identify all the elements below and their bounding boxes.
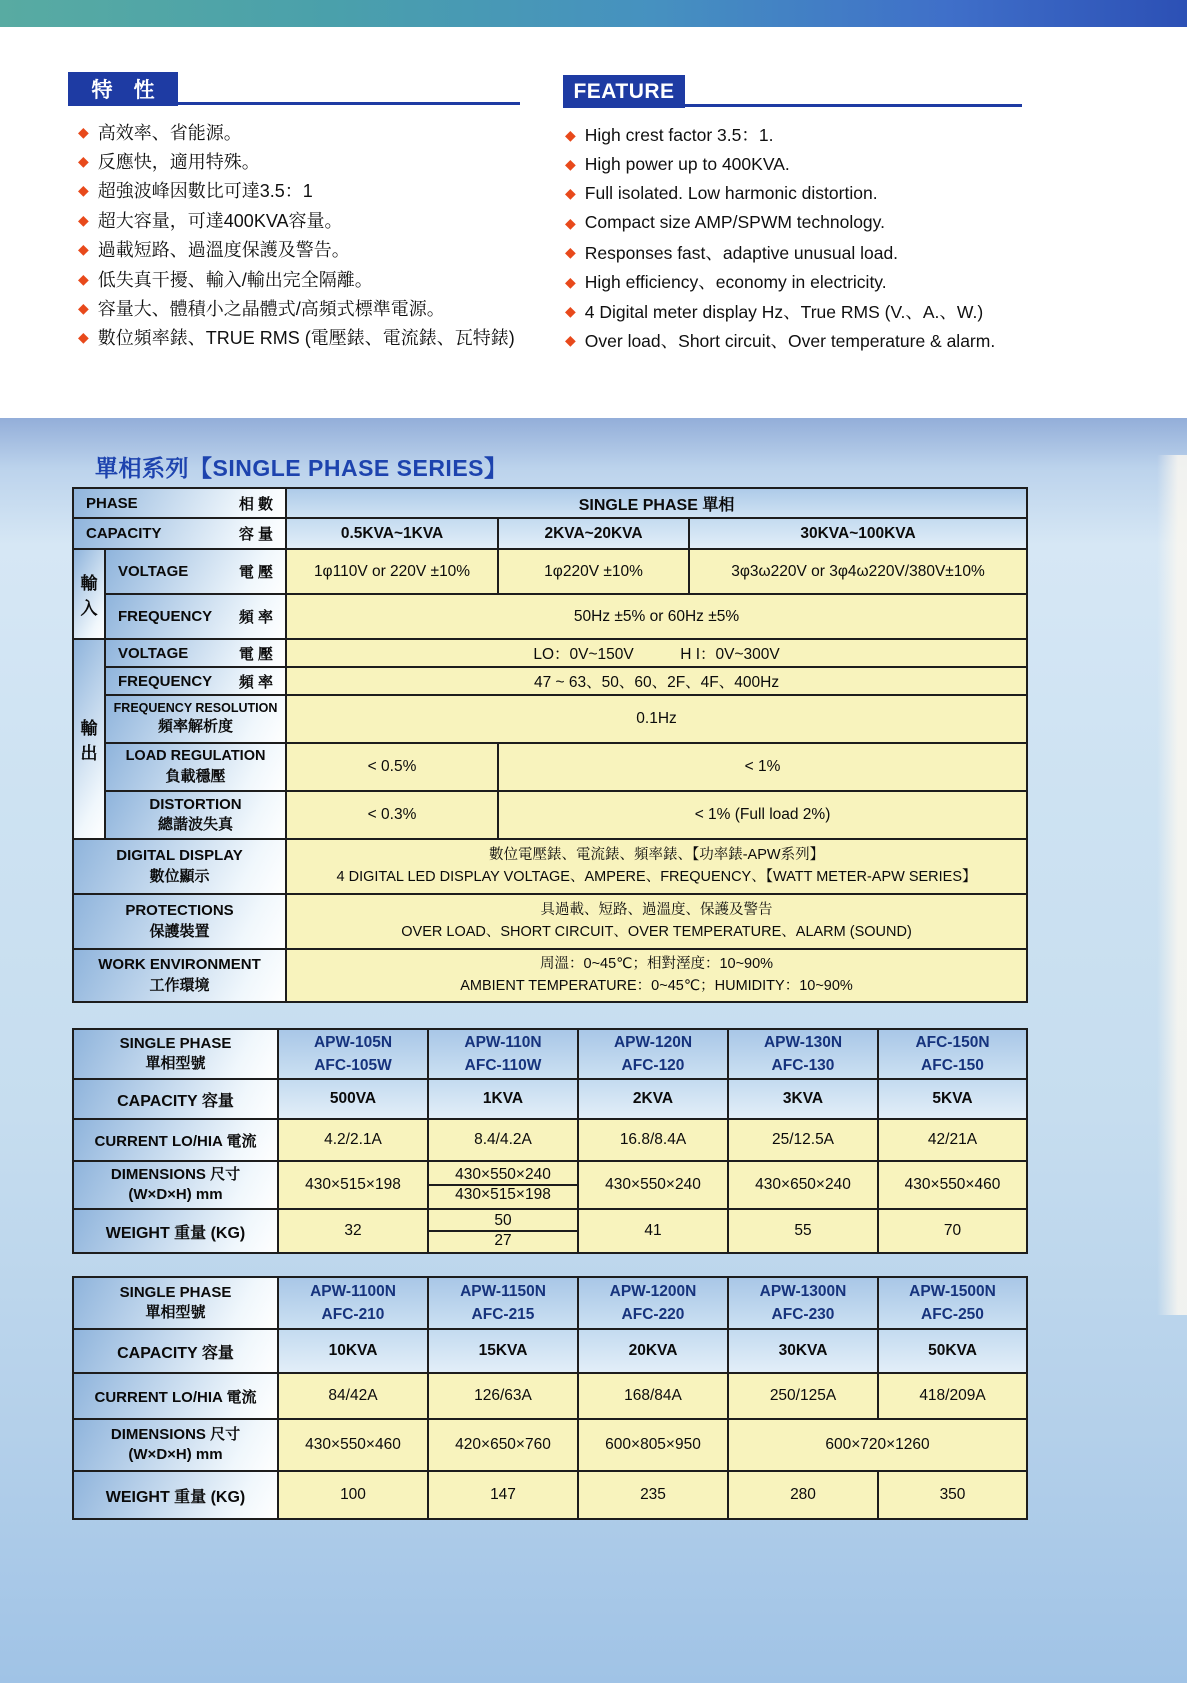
model-name: APW-1200N AFC-220 — [578, 1277, 728, 1329]
features-en-list — [565, 120, 1045, 355]
current-value: 126/63A — [428, 1373, 578, 1419]
capacity-value: 500VA — [278, 1079, 428, 1119]
feature-text: 容量大、體積小之晶體式/高頻式標準電源。 — [97, 299, 445, 320]
spec-row-phase — [73, 488, 1027, 518]
spec-row-load-regulation: LOAD REGULATION 負載穩壓 < 0.5% < 1% — [73, 743, 1027, 791]
model-name: APW-1300N AFC-230 — [728, 1277, 878, 1329]
dimensions-value: 600×805×950 — [578, 1419, 728, 1471]
model-name: APW-1500N AFC-250 — [878, 1277, 1027, 1329]
feature-text: 超大容量，可達400KVA容量。 — [97, 210, 343, 231]
spec-row-input-voltage: 輸 入 VOLTAGE 電 壓 1φ110V or 220V ±10% 1φ220V ±10% 3φ3ω220V or 3φ4ω220V/380V±10% — [73, 549, 1027, 594]
dimensions-value-span: 600×720×1260 — [728, 1419, 1027, 1471]
input-voltage-1: 1φ110V or 220V ±10% — [286, 549, 498, 594]
weight-value: 32 — [278, 1209, 428, 1253]
feature-item — [565, 267, 1045, 296]
capacity-label-en: CAPACITY — [86, 525, 162, 542]
protections-line2: OVER LOAD、SHORT CIRCUIT、OVER TEMPERATURE、ALARM (SOUND) — [401, 923, 912, 940]
spec-row-capacity — [73, 518, 1027, 549]
capacity-range-2: 2KVA~20KVA — [498, 518, 689, 549]
input-frequency-value: 50Hz ±5% or 60Hz ±5% — [286, 594, 1027, 639]
dimensions-value: 430×650×240 — [728, 1161, 878, 1209]
capacity-value: 30KVA — [728, 1329, 878, 1373]
model-name: APW-120N AFC-120 — [578, 1029, 728, 1079]
diamond-bullet-icon: ◆ — [565, 244, 576, 261]
current-value: 42/21A — [878, 1119, 1027, 1161]
model-row-names: SINGLE PHASE 單相型號 APW-1100N AFC-210 APW-1150N AFC-215 APW-1200N AFC-220 APW-1300N AFC-230 APW-1500N AFC-250 — [73, 1277, 1027, 1329]
dimensions-value-split: 430×550×240 430×515×198 — [428, 1161, 578, 1209]
top-gradient-strip — [0, 0, 1187, 27]
weight-value: 147 — [428, 1471, 578, 1519]
digital-display-line2: 4 DIGITAL LED DISPLAY VOLTAGE、AMPERE、FREQUENCY、【WATT METER-APW SERIES】 — [336, 868, 977, 885]
feature-text: Compact size AMP/SPWM technology. — [584, 212, 885, 233]
current-value: 168/84A — [578, 1373, 728, 1419]
load-regulation-2: < 1% — [498, 743, 1027, 791]
features-en-header — [563, 75, 1022, 108]
weight-value-split: 50 27 — [428, 1209, 578, 1253]
dimensions-value: 430×550×460 — [878, 1161, 1027, 1209]
dimensions-value: 430×550×240 — [578, 1161, 728, 1209]
model-row-weight: WEIGHT 重量 (KG) 32 50 27 41 55 70 — [73, 1209, 1027, 1253]
diamond-bullet-icon: ◆ — [565, 156, 576, 173]
feature-text: 反應快，適用特殊。 — [97, 152, 260, 173]
feature-text: Full isolated. Low harmonic distortion. — [584, 182, 878, 203]
phase-label-en: PHASE — [86, 494, 138, 512]
spec-row-environment: WORK ENVIRONMENT 工作環境 周溫：0~45℃；相對溼度：10~90% AMBIENT TEMPERATURE：0~45℃；HUMIDITY：10~90% — [73, 949, 1027, 1002]
feature-item — [78, 117, 548, 146]
diamond-bullet-icon: ◆ — [565, 303, 576, 320]
output-frequency-value: 47 ~ 63、50、60、2F、4F、400Hz — [286, 667, 1027, 695]
input-voltage-3: 3φ3ω220V or 3φ4ω220V/380V±10% — [689, 549, 1027, 594]
distortion-2: < 1% (Full load 2%) — [498, 791, 1027, 839]
weight-value: 350 — [878, 1471, 1027, 1519]
weight-value: 280 — [728, 1471, 878, 1519]
feature-text: 高效率、省能源。 — [97, 122, 242, 143]
page-edge-highlight — [1157, 455, 1187, 1315]
feature-text: 4 Digital meter display Hz、True RMS (V.、A.、W.) — [584, 301, 984, 322]
feature-item — [78, 293, 548, 322]
model-row-capacity: CAPACITY 容量 500VA 1KVA 2KVA 3KVA 5KVA — [73, 1079, 1027, 1119]
section-title: 單相系列【SINGLE PHASE SERIES】 — [95, 455, 508, 481]
feature-text: High crest factor 3.5：1. — [584, 125, 774, 146]
spec-row-output-voltage: 輸 出 VOLTAGE 電 壓 LO：0V~150V H I：0V~300V — [73, 639, 1027, 667]
features-en-title-box — [563, 75, 685, 108]
model-row-dimensions: DIMENSIONS 尺寸 (W×D×H) mm 430×515×198 430×550×240 430×515×198 430×550×240 430×650×240 430×550×460 — [73, 1161, 1027, 1209]
dimensions-value: 430×515×198 — [278, 1161, 428, 1209]
environment-line1: 周溫：0~45℃；相對溼度：10~90% — [540, 955, 774, 972]
spec-row-distortion: DISTORTION 總諧波失真 < 0.3% < 1% (Full load 2%) — [73, 791, 1027, 839]
feature-item — [78, 235, 548, 264]
model-table-large — [72, 1276, 1028, 1520]
feature-item — [565, 238, 1045, 267]
diamond-bullet-icon: ◆ — [565, 332, 576, 349]
diamond-bullet-icon: ◆ — [78, 182, 89, 199]
model-name: APW-110N AFC-110W — [428, 1029, 578, 1079]
input-voltage-2: 1φ220V ±10% — [498, 549, 689, 594]
weight-value: 41 — [578, 1209, 728, 1253]
output-voltage-value: LO：0V~150V H I：0V~300V — [286, 639, 1027, 667]
model-row-dimensions: DIMENSIONS 尺寸 (W×D×H) mm 430×550×460 420×650×760 600×805×950 600×720×1260 — [73, 1419, 1027, 1471]
features-cn-header — [68, 72, 520, 106]
frequency-resolution-value: 0.1Hz — [286, 695, 1027, 743]
diamond-bullet-icon: ◆ — [78, 123, 89, 140]
spec-row-digital-display: DIGITAL DISPLAY 數位顯示 數位電壓錶、電流錶、頻率錶、【功率錶-APW系列】 4 DIGITAL LED DISPLAY VOLTAGE、AMPERE、FREQUENCY、【WATT METER-APW SERIES】 — [73, 839, 1027, 894]
diamond-bullet-icon: ◆ — [565, 214, 576, 231]
dimensions-value: 430×550×460 — [278, 1419, 428, 1471]
capacity-range-3: 30KVA~100KVA — [689, 518, 1027, 549]
feature-text: 超強波峰因數比可達3.5：1 — [97, 181, 313, 202]
model-row-weight: WEIGHT 重量 (KG) 100 147 235 280 350 — [73, 1471, 1027, 1519]
features-cn-title: 特 性 — [91, 79, 155, 102]
distortion-1: < 0.3% — [286, 791, 498, 839]
capacity-value: 3KVA — [728, 1079, 878, 1119]
model-name: APW-105N AFC-105W — [278, 1029, 428, 1079]
diamond-bullet-icon: ◆ — [565, 273, 576, 290]
capacity-value: 15KVA — [428, 1329, 578, 1373]
features-cn-underline — [178, 102, 520, 105]
capacity-range-1: 0.5KVA~1KVA — [286, 518, 498, 549]
feature-text: 過載短路、過溫度保護及警告。 — [97, 240, 350, 261]
phase-label-cn: 相 數 — [238, 495, 274, 513]
feature-item — [78, 264, 548, 293]
model-name: AFC-150N AFC-150 — [878, 1029, 1027, 1079]
current-value: 4.2/2.1A — [278, 1119, 428, 1161]
feature-text: Over load、Short circuit、Over temperature & alarm. — [584, 330, 996, 351]
current-value: 418/209A — [878, 1373, 1027, 1419]
diamond-bullet-icon: ◆ — [78, 211, 89, 228]
current-value: 84/42A — [278, 1373, 428, 1419]
feature-item — [565, 120, 1045, 149]
diamond-bullet-icon: ◆ — [78, 153, 89, 170]
spec-row-output-frequency: FREQUENCY 頻 率 47 ~ 63、50、60、2F、4F、400Hz — [73, 667, 1027, 695]
diamond-bullet-icon: ◆ — [78, 329, 89, 346]
weight-value: 70 — [878, 1209, 1027, 1253]
features-cn-title-box — [68, 72, 178, 106]
spec-table — [72, 487, 1028, 1003]
feature-text: 低失真干擾、輸入/輸出完全隔離。 — [97, 269, 373, 290]
model-row-current: CURRENT LO/HIA 電流 84/42A 126/63A 168/84A 250/125A 418/209A — [73, 1373, 1027, 1419]
output-group-label: 輸 出 — [73, 639, 105, 839]
weight-value: 100 — [278, 1471, 428, 1519]
spec-row-input-frequency: FREQUENCY 頻 率 50Hz ±5% or 60Hz ±5% — [73, 594, 1027, 639]
capacity-value: 50KVA — [878, 1329, 1027, 1373]
feature-item — [565, 326, 1045, 355]
model-row-current: CURRENT LO/HIA 電流 4.2/2.1A 8.4/4.2A 16.8/8.4A 25/12.5A 42/21A — [73, 1119, 1027, 1161]
model-name: APW-1100N AFC-210 — [278, 1277, 428, 1329]
features-en-title: FEATURE — [573, 79, 675, 103]
capacity-value: 1KVA — [428, 1079, 578, 1119]
weight-value: 55 — [728, 1209, 878, 1253]
capacity-value: 20KVA — [578, 1329, 728, 1373]
diamond-bullet-icon: ◆ — [565, 185, 576, 202]
dimensions-value: 420×650×760 — [428, 1419, 578, 1471]
model-row-names: SINGLE PHASE 單相型號 APW-105N AFC-105W APW-110N AFC-110W APW-120N AFC-120 APW-130N AFC-130 AFC-150N AFC-150 — [73, 1029, 1027, 1079]
diamond-bullet-icon: ◆ — [78, 241, 89, 258]
environment-line2: AMBIENT TEMPERATURE：0~45℃；HUMIDITY：10~90% — [460, 977, 853, 994]
capacity-value: 5KVA — [878, 1079, 1027, 1119]
protections-line1: 具過載、短路、過溫度、保護及警告 — [540, 901, 773, 918]
feature-item — [565, 296, 1045, 325]
model-table-small — [72, 1028, 1028, 1254]
features-en-underline — [685, 104, 1022, 107]
digital-display-line1: 數位電壓錶、電流錶、頻率錶、【功率錶-APW系列】 — [488, 846, 825, 863]
feature-item — [565, 149, 1045, 178]
load-regulation-1: < 0.5% — [286, 743, 498, 791]
feature-item — [565, 179, 1045, 208]
current-value: 8.4/4.2A — [428, 1119, 578, 1161]
feature-text: 數位頻率錶、TRUE RMS (電壓錶、電流錶、瓦特錶) — [97, 328, 515, 349]
input-group-label: 輸 入 — [73, 549, 105, 639]
spec-row-frequency-resolution: FREQUENCY RESOLUTION 頻率解析度 0.1Hz — [73, 695, 1027, 743]
spec-row-protections: PROTECTIONS 保護裝置 具過載、短路、過溫度、保護及警告 OVER LOAD、SHORT CIRCUIT、OVER TEMPERATURE、ALARM (SOUND) — [73, 894, 1027, 949]
current-value: 16.8/8.4A — [578, 1119, 728, 1161]
feature-item — [78, 323, 548, 352]
feature-item — [78, 176, 548, 205]
capacity-label-cn: 容 量 — [238, 526, 274, 543]
current-value: 25/12.5A — [728, 1119, 878, 1161]
feature-item — [78, 205, 548, 234]
model-name: APW-130N AFC-130 — [728, 1029, 878, 1079]
capacity-value: 10KVA — [278, 1329, 428, 1373]
feature-text: Responses fast、adaptive unusual load. — [584, 242, 899, 263]
weight-value: 235 — [578, 1471, 728, 1519]
model-row-capacity: CAPACITY 容量 10KVA 15KVA 20KVA 30KVA 50KVA — [73, 1329, 1027, 1373]
feature-text: High efficiency、economy in electricity. — [584, 272, 887, 293]
capacity-value: 2KVA — [578, 1079, 728, 1119]
diamond-bullet-icon: ◆ — [565, 126, 576, 143]
phase-value: SINGLE PHASE 單相 — [286, 488, 1027, 518]
diamond-bullet-icon: ◆ — [78, 300, 89, 317]
feature-text: High power up to 400KVA. — [584, 153, 790, 174]
diamond-bullet-icon: ◆ — [78, 270, 89, 287]
feature-item — [78, 146, 548, 175]
features-cn-list — [78, 117, 548, 352]
feature-item — [565, 208, 1045, 237]
current-value: 250/125A — [728, 1373, 878, 1419]
model-name: APW-1150N AFC-215 — [428, 1277, 578, 1329]
